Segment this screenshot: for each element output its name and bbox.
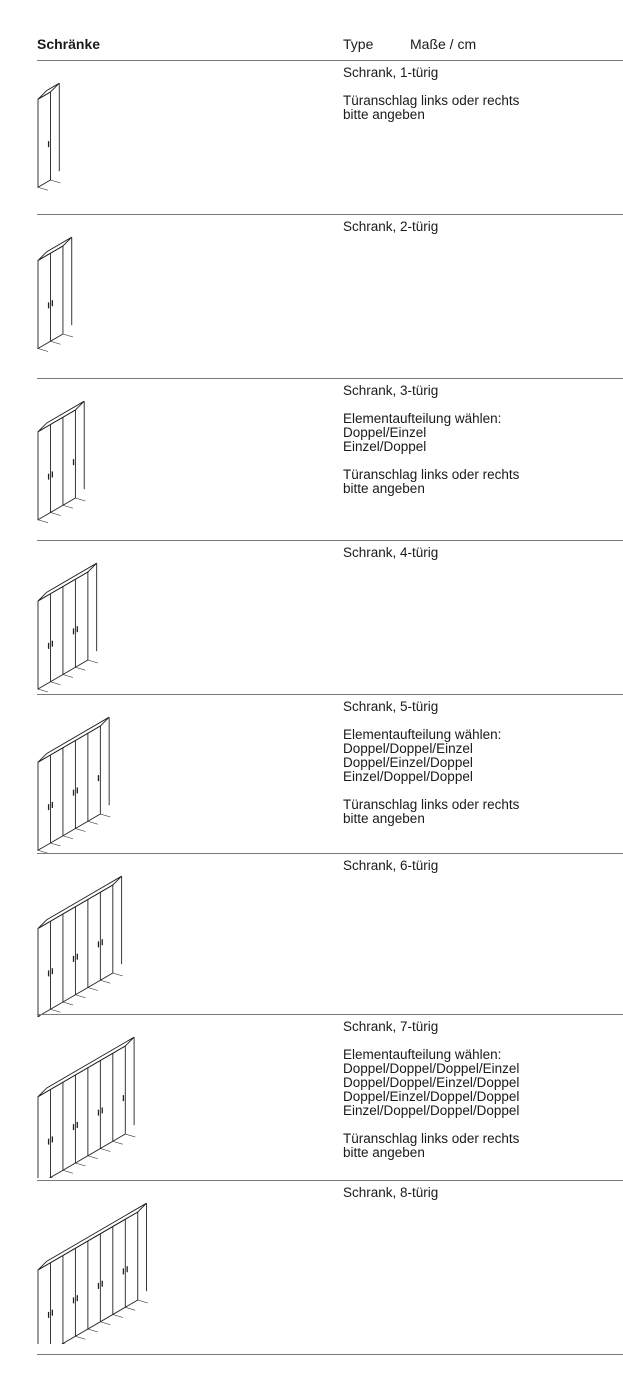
wardrobe-note: Elementaufteilung wählen: Doppel/Doppel/Doppel/Einzel Doppel/Doppel/Einzel/Doppel Doppel/Einzel/Doppel/Doppel Einzel/Doppel/Doppel/Doppel bbox=[343, 1047, 520, 1118]
wardrobe-drawing bbox=[30, 698, 220, 858]
wardrobe-note: Türanschlag links oder rechts bitte angeben bbox=[343, 797, 520, 826]
wardrobe-row-text bbox=[343, 1020, 613, 1174]
wardrobe-drawing bbox=[30, 218, 220, 378]
wardrobe-note: Türanschlag links oder rechts bitte angeben bbox=[343, 1131, 520, 1160]
wardrobe-drawing bbox=[30, 1184, 220, 1344]
wardrobe-name: Schrank, 5-türig bbox=[343, 699, 439, 714]
wardrobe-note: Elementaufteilung wählen: Doppel/Einzel Einzel/Doppel bbox=[343, 411, 502, 454]
row-divider bbox=[37, 1180, 623, 1181]
wardrobe-7-door-icon bbox=[30, 1018, 220, 1178]
row-divider bbox=[37, 540, 623, 541]
wardrobe-name: Schrank, 4-türig bbox=[343, 545, 439, 560]
wardrobe-drawing bbox=[30, 1018, 220, 1178]
wardrobe-row-text bbox=[343, 859, 613, 887]
row-divider bbox=[37, 853, 623, 854]
column-header-dimensions: Maße / cm bbox=[410, 36, 477, 52]
wardrobe-note: Elementaufteilung wählen: Doppel/Doppel/Einzel Doppel/Einzel/Doppel Einzel/Doppel/Doppel bbox=[343, 727, 502, 784]
wardrobe-name: Schrank, 7-türig bbox=[343, 1019, 439, 1034]
wardrobe-name: Schrank, 8-türig bbox=[343, 1185, 439, 1200]
row-divider bbox=[37, 1354, 623, 1355]
column-header-type: Type bbox=[343, 36, 374, 52]
wardrobe-drawing bbox=[30, 64, 220, 224]
wardrobe-4-door-icon bbox=[30, 544, 220, 704]
wardrobe-drawing bbox=[30, 857, 220, 1017]
wardrobe-3-door-icon bbox=[30, 382, 220, 542]
wardrobe-row-text bbox=[343, 700, 613, 840]
wardrobe-row-text bbox=[343, 384, 613, 510]
wardrobe-1-door-icon bbox=[30, 64, 220, 224]
wardrobe-8-door-icon bbox=[30, 1184, 220, 1344]
row-divider bbox=[37, 60, 623, 61]
wardrobe-note: Türanschlag links oder rechts bitte angeben bbox=[343, 93, 520, 122]
wardrobe-row-text bbox=[343, 1186, 613, 1214]
wardrobe-5-door-icon bbox=[30, 698, 220, 858]
wardrobe-row-text bbox=[343, 220, 613, 248]
wardrobe-drawing bbox=[30, 382, 220, 542]
wardrobe-6-door-icon bbox=[30, 857, 220, 1017]
row-divider bbox=[37, 1014, 623, 1015]
section-title: Schränke bbox=[37, 36, 101, 52]
row-divider bbox=[37, 214, 623, 215]
wardrobe-name: Schrank, 2-türig bbox=[343, 219, 439, 234]
wardrobe-row-text bbox=[343, 546, 613, 574]
wardrobe-2-door-icon bbox=[30, 218, 220, 378]
row-divider bbox=[37, 378, 623, 379]
wardrobe-drawing bbox=[30, 544, 220, 704]
wardrobe-note: Türanschlag links oder rechts bitte angeben bbox=[343, 467, 520, 496]
row-divider bbox=[37, 694, 623, 695]
wardrobe-row-text bbox=[343, 66, 613, 136]
wardrobe-name: Schrank, 6-türig bbox=[343, 858, 439, 873]
table-header bbox=[37, 34, 623, 60]
wardrobe-name: Schrank, 3-türig bbox=[343, 383, 439, 398]
wardrobe-name: Schrank, 1-türig bbox=[343, 65, 439, 80]
